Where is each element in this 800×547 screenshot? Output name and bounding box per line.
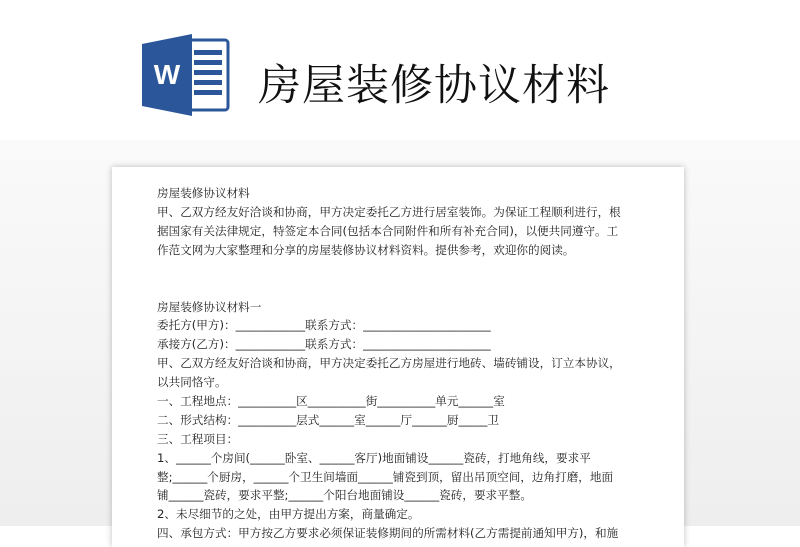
- body-line: 铺______瓷砖，要求平整;______个阳台地面铺设______瓷砖，要求平整。: [157, 488, 532, 503]
- body-line: 一、工程地点：__________区__________街__________单元______室: [157, 394, 505, 409]
- body-line: 甲、乙双方经友好洽谈和协商，甲方决定委托乙方房屋进行地砖、墙砖铺设，订立本协议，: [157, 356, 621, 371]
- intro-line: 据国家有关法律规定，特签定本合同(包括本合同附件和所有补充合同)，以便共同遵守。工: [157, 223, 619, 238]
- doc-heading: 房屋装修协议材料: [157, 186, 250, 200]
- body-line: 委托方(甲方)：____________联系方式：______________________: [157, 318, 491, 333]
- body-line: 以共同恪守。: [157, 375, 227, 390]
- page-title: 房屋装修协议材料: [258, 61, 610, 111]
- document-content: [157, 184, 647, 543]
- svg-text:W: W: [153, 59, 181, 90]
- intro-line: 作范文网为大家整理和分享的房屋装修协议材料资料。提供参考，欢迎你的阅读。: [157, 242, 575, 257]
- body-line: 1、______个房间(______卧室、______客厅)地面铺设______瓷砖，打地角线，要求平: [157, 450, 591, 465]
- section-heading: 房屋装修协议材料一: [157, 299, 262, 314]
- body-line: 2、未尽细节的之处，由甲方提出方案，商量确定。: [157, 507, 420, 522]
- word-icon: [142, 34, 232, 116]
- body-line: 三、工程项目：: [157, 431, 239, 446]
- body-line: 承接方(乙方)：____________联系方式：______________________: [157, 337, 491, 352]
- body-line: 二、形式结构：__________层式______室______厅______厨_____卫: [157, 412, 500, 427]
- header-banner: [0, 0, 800, 150]
- intro-line: 甲、乙双方经友好洽谈和协商，甲方决定委托乙方进行居室装饰。为保证工程顺利进行，根: [157, 204, 621, 219]
- body-line: 整;______个厨房，______个卫生间墙面______铺瓷到顶，留出吊顶空间，边角打磨，地面: [157, 469, 614, 484]
- body-line: 四、承包方式：甲方按乙方要求必须保证装修期间的所需材料(乙方需提前通知甲方)，和施: [157, 526, 619, 541]
